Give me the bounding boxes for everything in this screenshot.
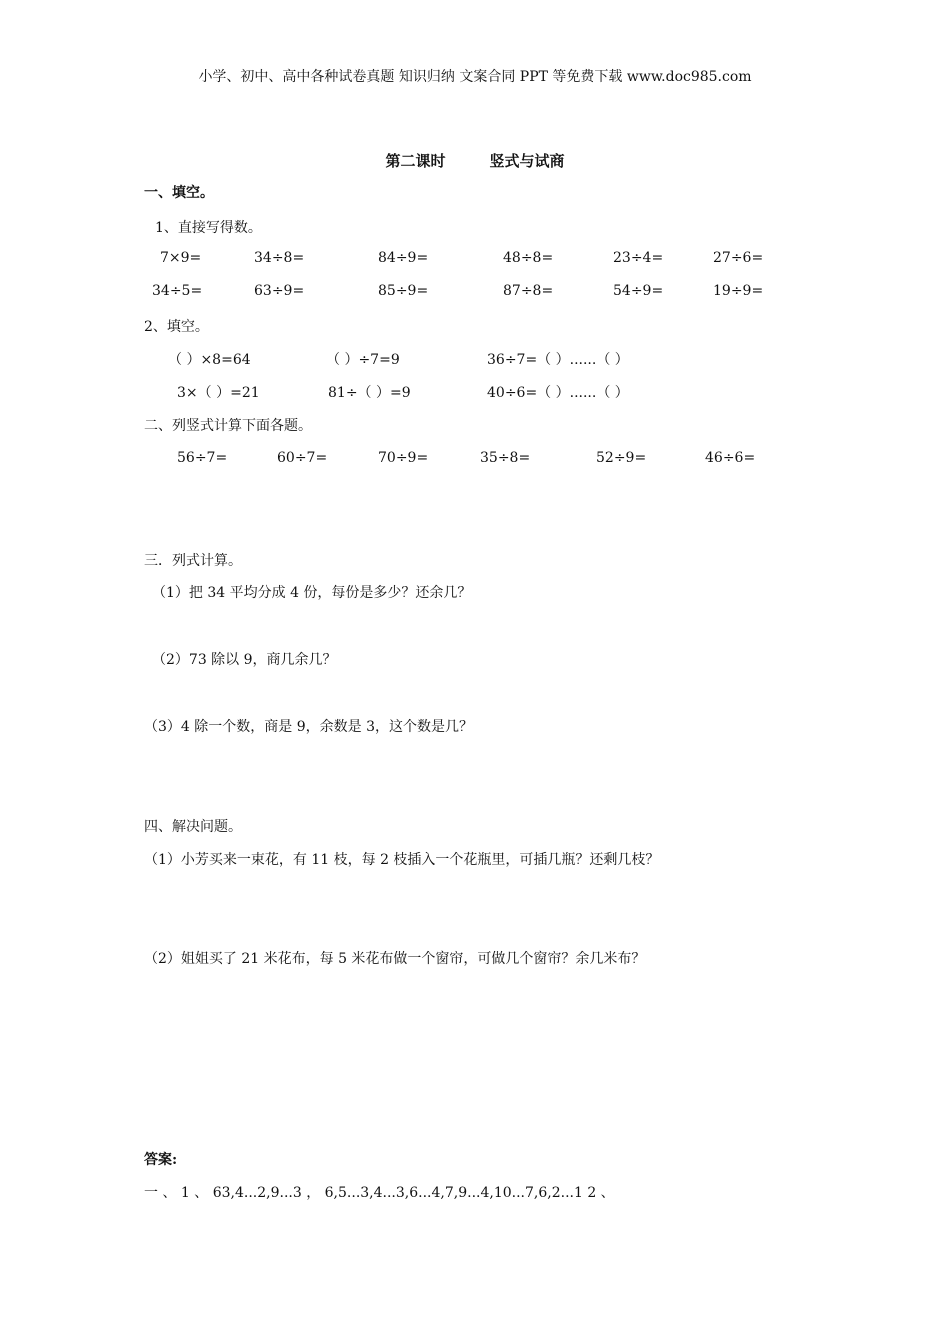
title-lesson: 第二课时 (385, 152, 446, 170)
q1-row1-item: 34÷8= (254, 250, 305, 266)
page-header: 小学、初中、高中各种试卷真题 知识归纳 文案合同 PPT 等免费下载 www.doc985.com (198, 69, 752, 85)
q1-row1-item: 7×9= (160, 250, 202, 266)
section2-item: 46÷6= (705, 450, 756, 466)
q1-row1-item: 48÷8= (503, 250, 554, 266)
q1-row1-item: 27÷6= (713, 250, 764, 266)
q1-row1-item: 23÷4= (613, 250, 664, 266)
section3-item: （3）4 除一个数，商是 9，余数是 3，这个数是几？ (144, 719, 473, 735)
section2-heading: 二、列竖式计算下面各题。 (144, 418, 312, 434)
page-title (0, 150, 950, 171)
q1-row2-item: 34÷5= (152, 283, 203, 299)
q1-row2-item: 54÷9= (613, 283, 664, 299)
q1-row2-item: 19÷9= (713, 283, 764, 299)
q2-row2-item: 40÷6=（ ）......（ ） (487, 385, 629, 401)
section4-heading: 四、解决问题。 (144, 819, 242, 835)
answers-line: 一 、 1 、 63,4...2,9...3 ， 6,5...3,4...3,6...4,7,9...4,10...7,6,2...1 2 、 (144, 1185, 615, 1201)
q1-row2-item: 63÷9= (254, 283, 305, 299)
section2-item: 56÷7= (177, 450, 228, 466)
answers-heading: 答案: (144, 1152, 178, 1168)
q2-row1-item: 36÷7=（ ）......（ ） (487, 352, 629, 368)
section1-heading: 一、填空。 (144, 185, 214, 201)
q2-row1-item: （ ）×8=64 (168, 352, 251, 368)
q2-row2-item: 3×（ ）=21 (177, 385, 260, 401)
q1-row1-item: 84÷9= (378, 250, 429, 266)
q1-row2-item: 87÷8= (503, 283, 554, 299)
q1-row2-item: 85÷9= (378, 283, 429, 299)
section4-item: （1）小芳买来一束花，有 11 枝，每 2 枝插入一个花瓶里，可插几瓶？还剩几枝？ (144, 852, 660, 868)
q2-row2-item: 81÷（ ）=9 (328, 385, 411, 401)
section3-item: （1）把 34 平均分成 4 份，每份是多少？还余几？ (152, 585, 472, 601)
section2-item: 35÷8= (480, 450, 531, 466)
section2-item: 52÷9= (596, 450, 647, 466)
title-topic: 竖式与试商 (489, 152, 565, 170)
q2-label: 2、填空。 (144, 319, 209, 335)
section3-heading: 三．列式计算。 (144, 553, 242, 569)
q2-row1-item: （ ）÷7=9 (326, 352, 400, 368)
section2-item: 60÷7= (277, 450, 328, 466)
section4-item: （2）姐姐买了 21 米花布，每 5 米花布做一个窗帘，可做几个窗帘？余几米布？ (144, 951, 646, 967)
section2-item: 70÷9= (378, 450, 429, 466)
q1-label: 1、直接写得数。 (155, 220, 262, 236)
section3-item: （2）73 除以 9，商几余几？ (152, 652, 337, 668)
